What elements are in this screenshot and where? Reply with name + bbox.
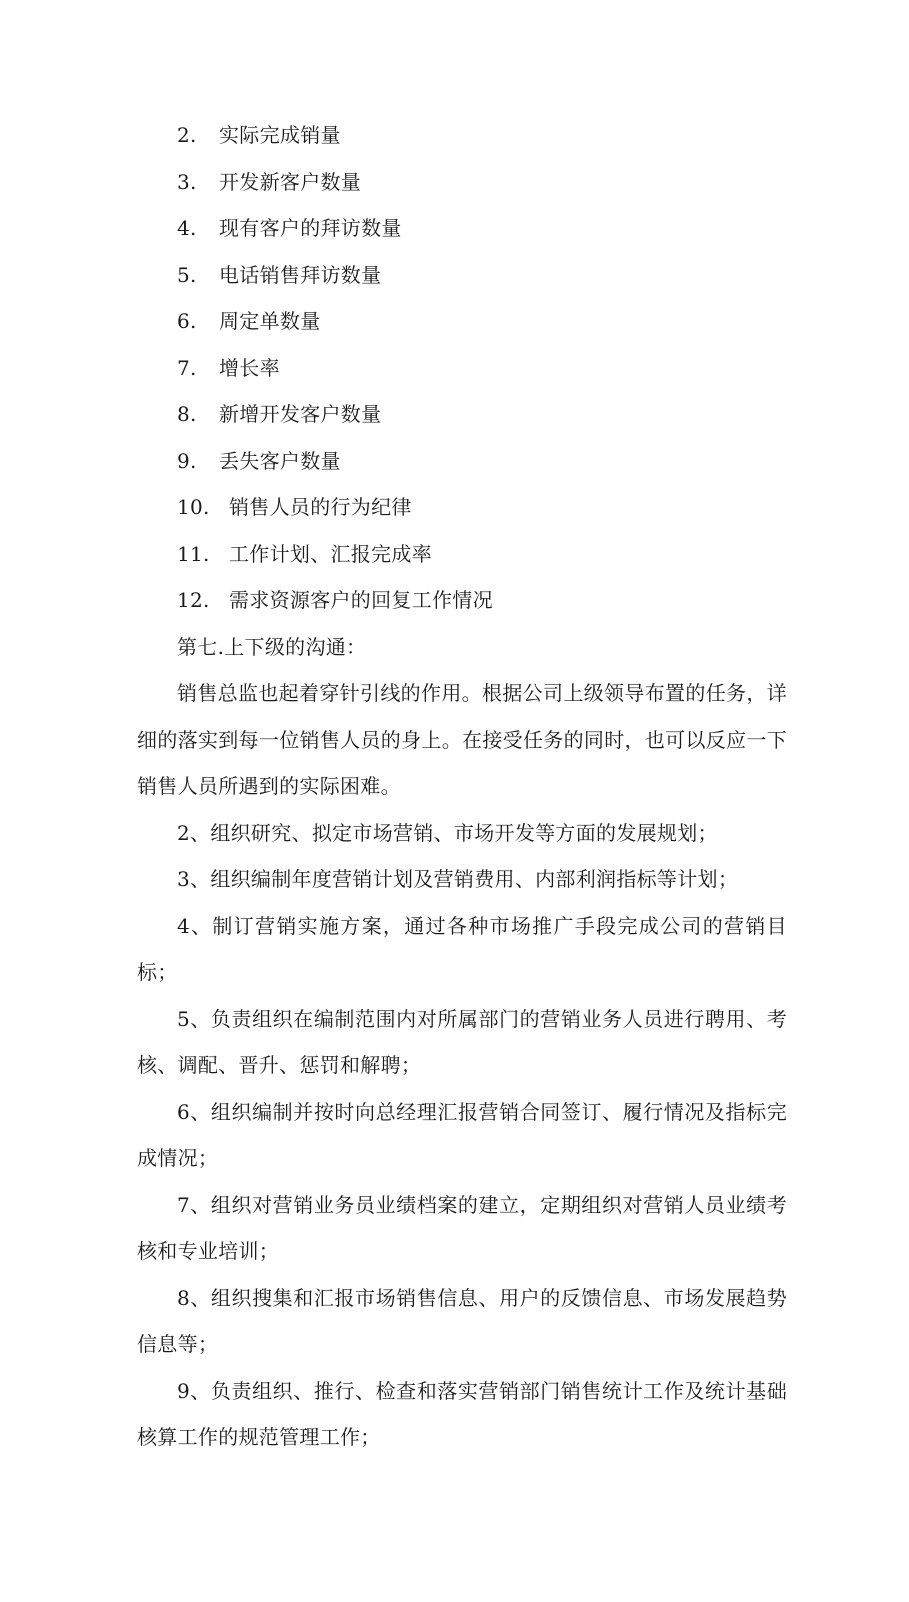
list-number: 12.	[177, 588, 210, 612]
list-item	[137, 298, 787, 345]
list-item	[137, 112, 787, 159]
list-number: 4.	[177, 216, 197, 240]
paragraph: 4、制订营销实施方案，通过各种市场推广手段完成公司的营销目标；	[137, 913, 787, 984]
list-text: 丢失客户数量	[219, 448, 341, 473]
list-number: 9.	[177, 448, 197, 473]
list-text: 增长率	[219, 355, 280, 380]
list-text: 周定单数量	[219, 309, 321, 333]
list-text: 电话销售拜访数量	[219, 262, 382, 287]
list-text: 需求资源客户的回复工作情况	[229, 588, 493, 612]
paragraph: 8、组织搜集和汇报市场销售信息、用户的反馈信息、市场发展趋势信息等；	[137, 1285, 787, 1356]
list-text: 工作计划、汇报完成率	[229, 541, 432, 566]
paragraph: 9、负责组织、推行、检查和落实营销部门销售统计工作及统计基础核算工作的规范管理工作；	[137, 1378, 787, 1449]
list-item	[137, 531, 787, 578]
list-text: 新增开发客户数量	[219, 402, 382, 426]
paragraph: 2、组织研究、拟定市场营销、市场开发等方面的发展规划；	[177, 820, 718, 845]
list-item	[137, 252, 787, 299]
list-number: 3.	[177, 169, 197, 194]
list-item	[137, 577, 787, 624]
list-number: 7.	[177, 355, 197, 380]
list-item	[137, 345, 787, 392]
list-number: 10.	[177, 495, 210, 519]
paragraph: 6、组织编制并按时向总经理汇报营销合同签订、履行情况及指标完成情况；	[137, 1099, 787, 1170]
list-item	[137, 159, 787, 206]
paragraph: 5、负责组织在编制范围内对所属部门的营销业务人员进行聘用、考核、调配、晋升、惩罚和解聘；	[137, 1006, 787, 1077]
list-text: 实际完成销量	[219, 123, 341, 147]
paragraph: 3、组织编制年度营销计划及营销费用、内部利润指标等计划；	[177, 867, 739, 891]
list-text: 现有客户的拜访数量	[219, 216, 402, 240]
list-item	[137, 438, 787, 485]
paragraph: 销售总监也起着穿针引线的作用。根据公司上级领导布置的任务，详细的落实到每一位销售人员的身上。在接受任务的同时，也可以反应一下销售人员所遇到的实际困难。	[137, 681, 787, 798]
list-number: 8.	[177, 402, 197, 426]
list-item	[137, 205, 787, 252]
list-item	[137, 391, 787, 438]
document-body	[137, 112, 787, 1461]
list-number: 2.	[177, 123, 197, 147]
list-number: 5.	[177, 262, 197, 287]
list-number: 11.	[177, 541, 210, 566]
list-item	[137, 484, 787, 531]
list-text: 销售人员的行为纪律	[229, 495, 412, 519]
list-text: 开发新客户数量	[219, 169, 362, 194]
paragraph: 7、组织对营销业务员业绩档案的建立，定期组织对营销人员业绩考核和专业培训；	[137, 1192, 787, 1263]
section-heading: 第七.上下级的沟通：	[177, 634, 367, 659]
list-number: 6.	[177, 309, 197, 333]
